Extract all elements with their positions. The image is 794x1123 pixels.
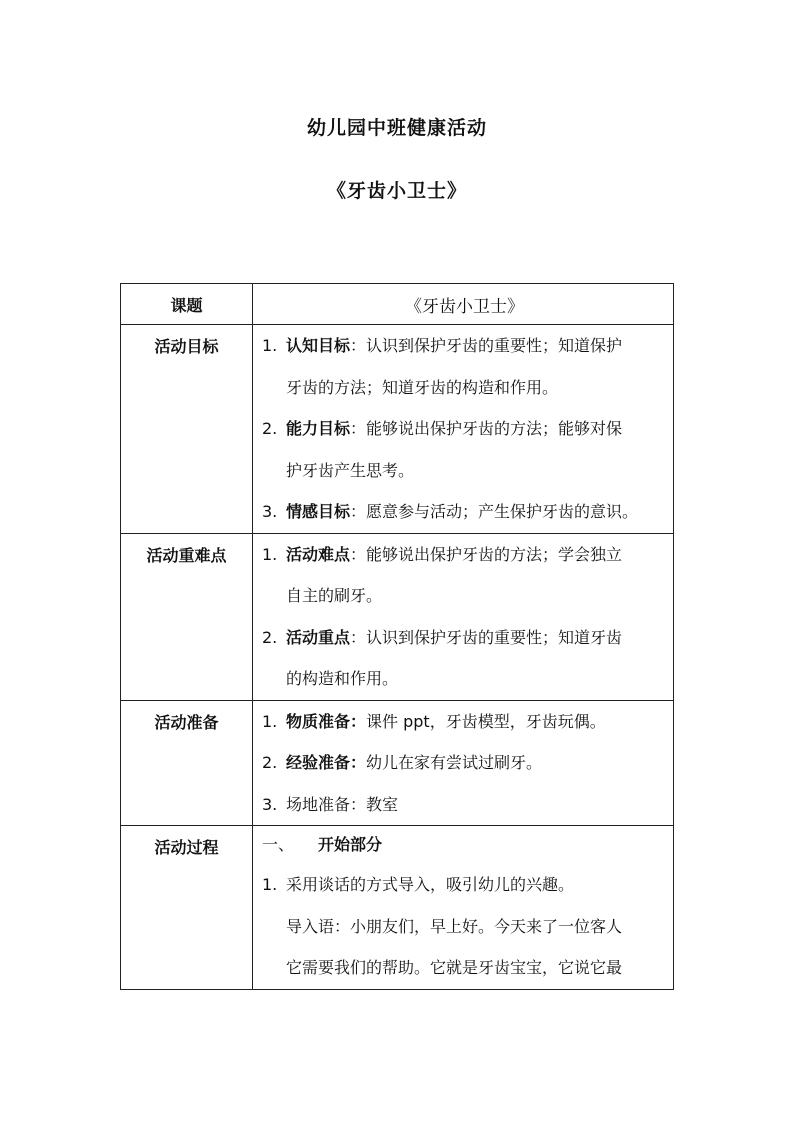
item-number: 1. <box>262 875 278 894</box>
item-text-continued: 的构造和作用。 <box>286 669 399 688</box>
list-item <box>262 534 667 617</box>
item-heading: 认知目标 <box>286 336 351 355</box>
list-item <box>262 408 667 491</box>
table-row-preparation <box>121 700 674 826</box>
item-number: 1. <box>262 711 278 731</box>
item-text: 幼儿在家有尝试过刷牙。 <box>366 753 543 772</box>
list-item <box>262 491 667 533</box>
process-content <box>253 826 674 990</box>
lesson-plan-table <box>120 283 674 990</box>
section-heading <box>262 826 667 864</box>
process-label: 活动过程 <box>121 826 253 990</box>
list-item <box>262 864 667 906</box>
list-item <box>262 617 667 700</box>
item-text: 能够说出保护牙齿的方法；能够对保 <box>366 419 623 438</box>
item-text: 课件 ppt，牙齿模型，牙齿玩偶。 <box>366 711 606 731</box>
document-title: 幼儿园中班健康活动 <box>306 117 487 139</box>
item-text: 愿意参与活动；产生保护牙齿的意识。 <box>366 502 639 521</box>
item-separator: ： <box>350 419 367 438</box>
item-heading: 活动难点 <box>286 544 351 564</box>
item-text: 认识到保护牙齿的重要性；知道保护 <box>366 336 623 355</box>
item-separator: ： <box>350 627 367 647</box>
list-item <box>262 742 667 784</box>
table-row-process <box>121 826 674 990</box>
item-number: 2. <box>262 627 278 647</box>
intro-line: 导入语：小朋友们，早上好。今天来了一位客人 <box>286 916 623 936</box>
list-item <box>262 784 667 826</box>
item-number: 3. <box>262 794 278 814</box>
table-row-keypoints <box>121 533 674 700</box>
intro-line: 它需要我们的帮助。它就是牙齿宝宝，它说它最 <box>286 958 623 977</box>
list-item <box>262 701 667 743</box>
item-heading: 能力目标 <box>286 419 351 438</box>
table-row-topic <box>121 284 674 325</box>
topic-label: 课题 <box>121 284 253 325</box>
item-text-continued: 护牙齿产生思考。 <box>286 460 415 480</box>
goals-content <box>253 325 674 534</box>
document-subtitle: 《牙齿小卫士》 <box>326 180 467 202</box>
item-heading: 活动重点 <box>286 627 351 647</box>
keypoints-content <box>253 533 674 700</box>
item-text: 场地准备：教室 <box>286 794 399 814</box>
item-number: 1. <box>262 544 278 564</box>
item-heading: 经验准备： <box>286 753 367 772</box>
item-separator: ： <box>350 502 367 521</box>
item-heading: 情感目标 <box>286 502 351 521</box>
list-item <box>262 325 667 408</box>
preparation-content <box>253 700 674 826</box>
section-title: 开始部分 <box>318 835 383 854</box>
topic-value: 《牙齿小卫士》 <box>253 284 674 325</box>
item-separator: ： <box>350 336 367 355</box>
item-number: 2. <box>262 419 278 438</box>
keypoints-label: 活动重难点 <box>121 533 253 700</box>
item-number: 3. <box>262 502 278 521</box>
item-text: 能够说出保护牙齿的方法；学会独立 <box>366 544 623 564</box>
item-number: 2. <box>262 753 278 772</box>
item-number: 1. <box>262 336 278 355</box>
item-separator: ： <box>350 544 367 564</box>
item-text: 认识到保护牙齿的重要性；知道牙齿 <box>366 627 623 647</box>
item-heading: 物质准备： <box>286 711 367 731</box>
item-text-continued: 牙齿的方法；知道牙齿的构造和作用。 <box>286 377 559 397</box>
preparation-label: 活动准备 <box>121 700 253 826</box>
goals-label: 活动目标 <box>121 325 253 534</box>
section-mark: 一、 <box>262 835 295 854</box>
table-row-goals <box>121 325 674 534</box>
item-text: 采用谈话的方式导入，吸引幼儿的兴趣。 <box>286 875 575 894</box>
item-text-continued: 自主的刷牙。 <box>286 586 383 605</box>
